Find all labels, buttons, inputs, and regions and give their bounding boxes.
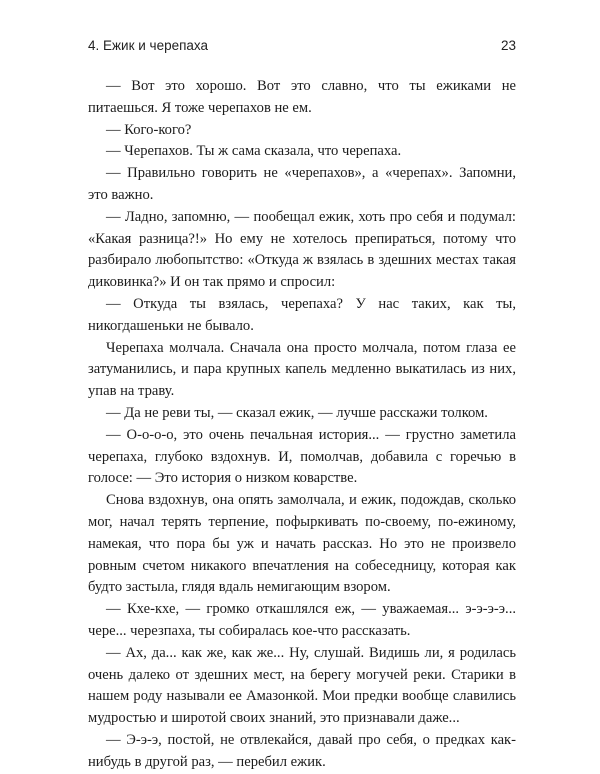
page-number: 23 — [500, 38, 516, 53]
paragraph: Снова вздохнув, она опять замолчала, и ежик, подождав, сколько мог, начал терять терпение, пофыркивать по-своему, по-ежиному, намекая, что пора бы уж и начать рассказ. Но это не произвело ровным счетом никакого впечатления на собеседницу, которая как будто застыла, глядя вдаль немигающим взором. — [88, 492, 516, 596]
paragraph: — Кого-кого? — [106, 121, 192, 138]
paragraph: — Кхе-кхе, — громко откашлялся еж, — уважаемая... э-э-э-э... чере... черезпаха, ты собиралась кое-что рассказать. — [88, 601, 516, 639]
paragraph: — О-о-о-о, это очень печальная история... — грустно заметила черепаха, глубоко вздохнув. И, помолчав, добавила с горечью в голосе: — Это история о низком коварстве. — [88, 426, 516, 487]
chapter-title: 4. Ежик и черепаха — [88, 38, 209, 53]
paragraph: — Ладно, запомню, — пообещал ежик, хоть про себя и подумал: «Какая разница?!» Но ему не хотелось препираться, потому что разбирало любопытство: «Откуда ж взялась в здешних местах такая диковинка?» И он так прямо и спросил: — [88, 208, 516, 291]
paragraph: — Ах, да... как же, как же... Ну, слушай. Видишь ли, я родилась очень далеко от здешних мест, на берегу могучей реки. Старики в нашем роду называли ее Амазонкой. Мои предки вообще славились мудростью и широтой своих знаний, это признавали даже... — [88, 644, 516, 727]
paragraph: — Откуда ты взялась, черепаха? У нас таких, как ты, никогдашеньки не бывало. — [88, 295, 516, 334]
paragraph: — Да не реви ты, — сказал ежик, — лучше расскажи толком. — [106, 404, 488, 421]
paragraph: — Вот это хорошо. Вот это славно, что ты ежиками не питаешься. Я тоже черепахов не ем. — [88, 78, 516, 116]
paragraph: — Черепахов. Ты ж сама сказала, что черепаха. — [106, 143, 402, 160]
paragraph: Черепаха молчала. Сначала она просто молчала, потом глаза ее затуманились, и пара крупных капель медленно выкатилась из них, упав на траву. — [88, 339, 516, 400]
running-head — [88, 38, 516, 56]
paragraph: — Правильно говорить не «черепахов», а «черепах». Запомни, это важно. — [88, 165, 516, 203]
paragraph: — Э-э-э, постой, не отвлекайся, давай про себя, о предках как-нибудь в другой раз, — перебил ежик. — [88, 731, 516, 770]
body-text — [88, 76, 516, 774]
